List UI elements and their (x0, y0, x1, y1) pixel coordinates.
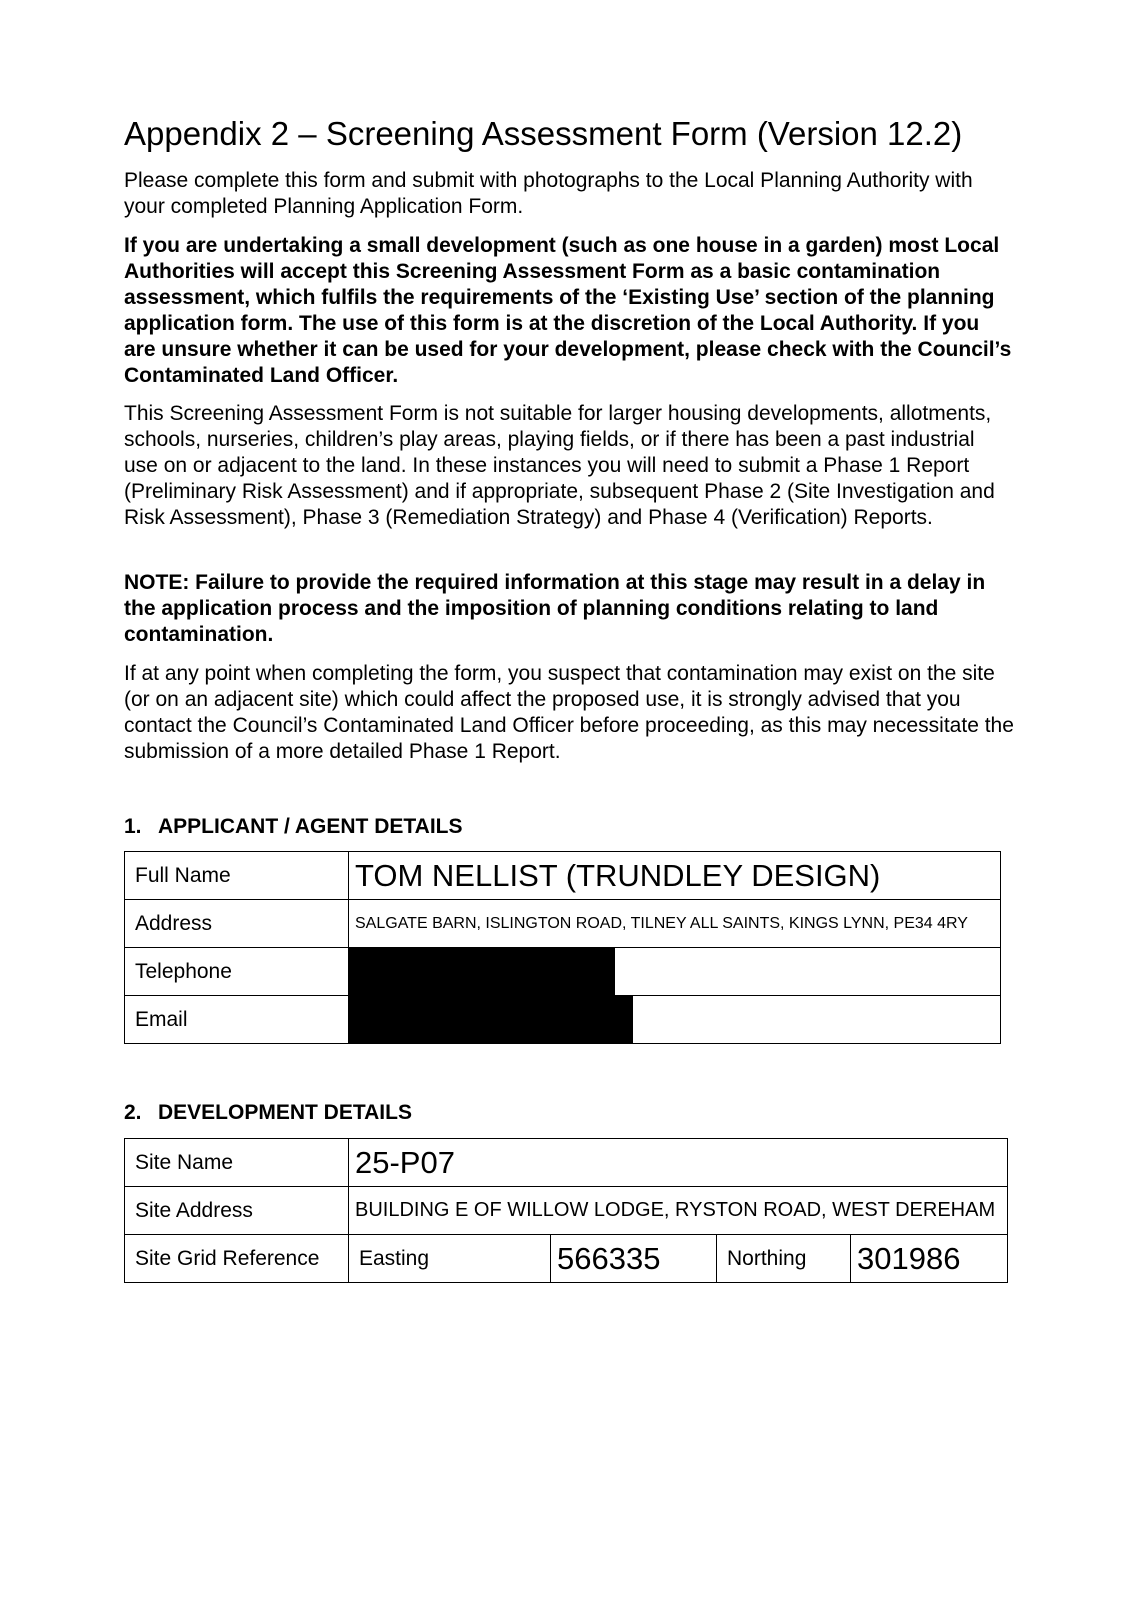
easting-label: Easting (349, 1235, 551, 1283)
full-name-field[interactable]: TOM NELLIST (TRUNDLEY DESIGN) (349, 852, 1001, 900)
development-details-table (124, 1138, 1008, 1283)
applicant-details-table (124, 851, 1001, 1044)
northing-label: Northing (717, 1235, 851, 1283)
address-label: Address (125, 900, 349, 948)
telephone-label: Telephone (125, 948, 349, 996)
address-field[interactable]: SALGATE BARN, ISLINGTON ROAD, TILNEY ALL SAINTS, KINGS LYNN, PE34 4RY (349, 900, 1001, 948)
table-row (125, 900, 1001, 948)
telephone-field[interactable] (349, 948, 1001, 996)
site-address-field[interactable]: BUILDING E OF WILLOW LODGE, RYSTON ROAD, WEST DEREHAM (349, 1187, 1008, 1235)
northing-field[interactable]: 301986 (851, 1235, 1008, 1283)
small-development-paragraph: If you are undertaking a small development (such as one house in a garden) most Local Authorities will accept this Screening Assessment Form as a basic contamination assessment, which fulfils the requirements of the ‘Existing Use’ section of the planning application form. The use of this form is at the discretion of the Local Authority. If you are unsure whether it can be used for your development, please check with the Council’s Contaminated Land Officer. (124, 234, 1012, 387)
document-title: Appendix 2 – Screening Assessment Form (Version 12.2) (124, 115, 963, 152)
grid-reference-label: Site Grid Reference (125, 1235, 349, 1283)
telephone-redaction (349, 948, 616, 996)
site-address-label: Site Address (125, 1187, 349, 1235)
note-paragraph: NOTE: Failure to provide the required information at this stage may result in a delay in the application process and the imposition of planning conditions relating to land contamination. (124, 571, 986, 646)
site-name-label: Site Name (125, 1139, 349, 1187)
full-name-label: Full Name (125, 852, 349, 900)
email-redaction (349, 996, 634, 1044)
section-number: 1. (124, 815, 142, 838)
table-row (125, 1235, 1008, 1283)
email-field[interactable] (349, 996, 1001, 1044)
table-row (125, 1139, 1008, 1187)
development-section-heading (124, 1100, 412, 1126)
table-row (125, 948, 1001, 996)
section-number: 2. (124, 1101, 142, 1124)
applicant-section-heading (124, 814, 463, 840)
table-row (125, 1187, 1008, 1235)
table-row (125, 996, 1001, 1044)
section-title: APPLICANT / AGENT DETAILS (158, 815, 463, 838)
contact-paragraph: If at any point when completing the form, you suspect that contamination may exist on the site (or on an adjacent site) which could affect the proposed use, it is strongly advised that you contact the Council’s Contaminated Land Officer before proceeding, as this may necessitate the submission of a more detailed Phase 1 Report. (124, 662, 1014, 763)
site-name-field[interactable]: 25-P07 (349, 1139, 1008, 1187)
easting-field[interactable]: 566335 (551, 1235, 717, 1283)
table-row (125, 852, 1001, 900)
not-suitable-paragraph: This Screening Assessment Form is not suitable for larger housing developments, allotments, schools, nurseries, children’s play areas, playing fields, or if there has been a past industrial use on or adjacent to the land. In these instances you will need to submit a Phase 1 Report (Preliminary Risk Assessment) and if appropriate, subsequent Phase 2 (Site Investigation and Risk Assessment), Phase 3 (Remediation Strategy) and Phase 4 (Verification) Reports. (124, 402, 995, 529)
email-label: Email (125, 996, 349, 1044)
section-title: DEVELOPMENT DETAILS (158, 1101, 412, 1124)
intro-paragraph: Please complete this form and submit with photographs to the Local Planning Authority with your completed Planning Application Form. (124, 169, 973, 218)
